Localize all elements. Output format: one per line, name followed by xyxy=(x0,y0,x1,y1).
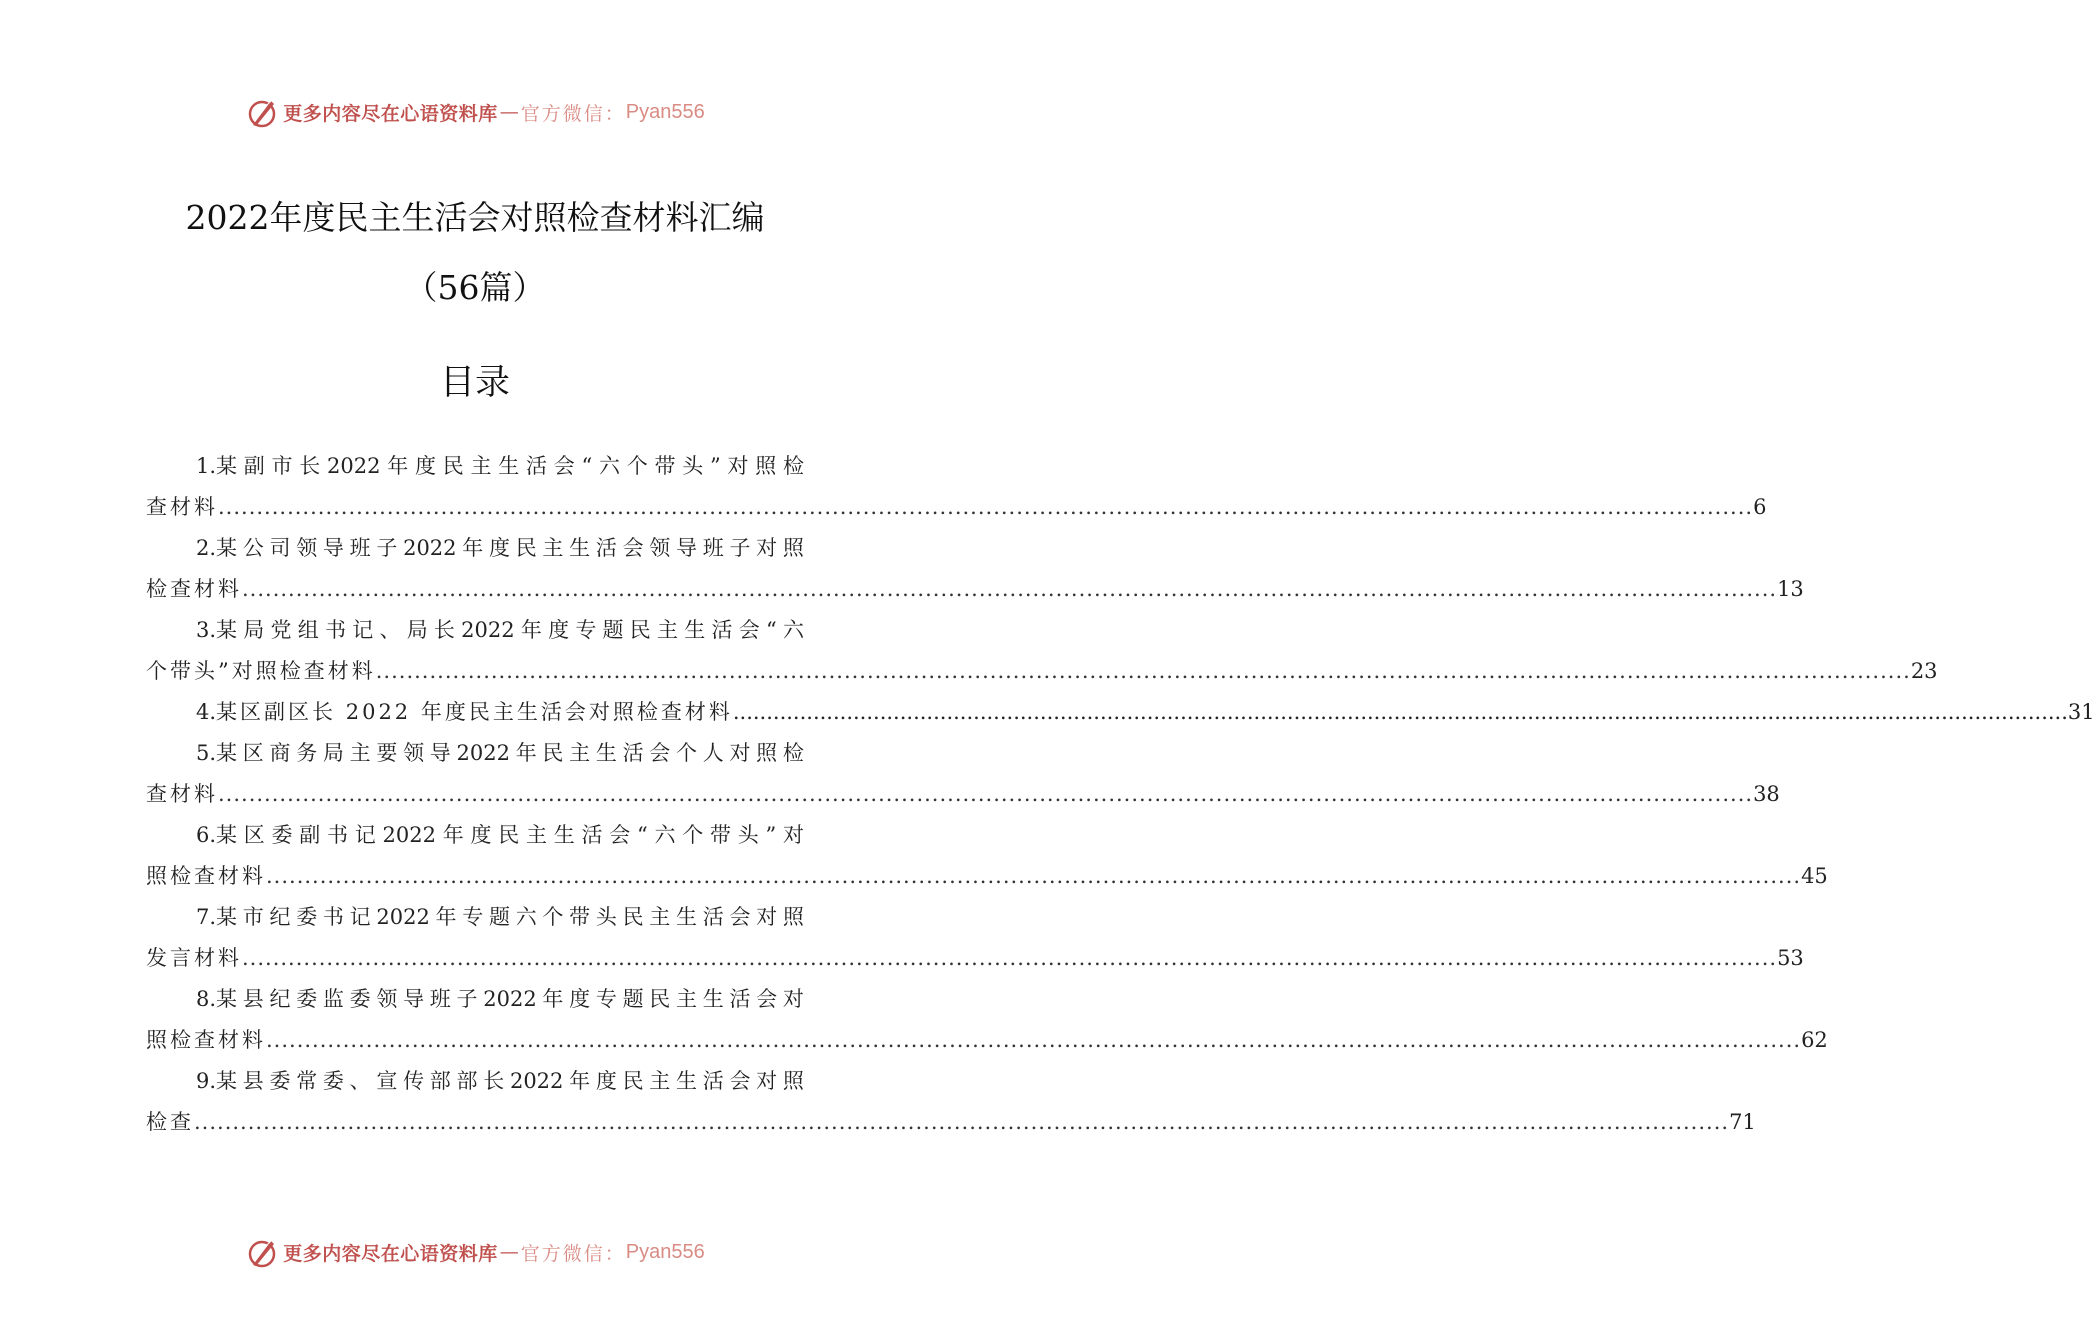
toc-entry-char: 2022 xyxy=(376,905,430,929)
toc-entry-char: 司 xyxy=(269,536,291,560)
toc-dot-leader: ........................................................................................................................................................................................................ xyxy=(375,659,1911,683)
toc-entry-char: 班 xyxy=(429,987,451,1011)
toc-entry-char: 2022 xyxy=(509,1069,564,1093)
toc-entry-char: 纪 xyxy=(269,905,291,929)
toc-entry-char: 主 xyxy=(542,536,564,560)
toc-entry-char: 子 xyxy=(729,536,751,560)
toc-entry-char: 对 xyxy=(729,741,751,765)
toc-entry-char: 副 xyxy=(299,823,321,847)
toc-entry[interactable] xyxy=(146,692,2095,733)
toc-dot-leader: ........................................................................................................................................................................................................ xyxy=(218,782,1754,806)
toc-entry-char: 局 xyxy=(406,618,428,642)
toc-entry-number: 6. xyxy=(196,823,217,847)
toc-entry-char: 活 xyxy=(702,905,724,929)
toc-entry-char: 2022 xyxy=(403,536,457,560)
toc-entry[interactable] xyxy=(146,897,1804,979)
toc-entry[interactable] xyxy=(146,610,1938,692)
toc-entry-char: 年 xyxy=(542,987,564,1011)
toc-entry-char: 个 xyxy=(626,454,648,478)
toc-entry-char: 副 xyxy=(243,454,265,478)
toc-dot-leader: ........................................................................................................................................................................................................ xyxy=(242,577,1778,601)
banner-slogan: 更多内容尽在心语资料库 xyxy=(283,1242,498,1265)
header-banner xyxy=(0,92,950,132)
toc-entry-char: 题 xyxy=(488,905,510,929)
toc-entry-line xyxy=(146,815,804,856)
toc-entry-char: 区 xyxy=(243,823,265,847)
toc-entry-char: 书 xyxy=(324,618,346,642)
toc-entry-char: 专 xyxy=(575,618,597,642)
toc-entry-char: 务 xyxy=(296,741,318,765)
toc-entry-char: 书 xyxy=(322,905,344,929)
toc-entry-char: 领 xyxy=(376,987,398,1011)
toc-entry-char: “ xyxy=(765,618,777,642)
toc-entry-line xyxy=(146,446,804,487)
toc-entry-char: 主 xyxy=(649,905,671,929)
toc-page-number: 6 xyxy=(1753,495,1767,519)
toc-entry-char: 要 xyxy=(376,741,398,765)
toc-entry-char: 会 xyxy=(622,536,644,560)
toc-entry-char: 个 xyxy=(542,905,564,929)
toc-dot-leader: ........................................................................................................................................................................................................ xyxy=(218,495,1754,519)
toc-entry-char: 民 xyxy=(649,987,671,1011)
toc-entry-char: 主 xyxy=(649,1069,671,1093)
toc-dot-leader: ........................................................................................................................................................................................................ xyxy=(266,1028,1802,1052)
toc-entry-char: 对 xyxy=(783,823,804,847)
toc-entry-char: 领 xyxy=(296,536,318,560)
toc-entry-char: 2022 xyxy=(327,454,381,478)
toc-entry-char: 导 xyxy=(429,741,451,765)
toc-entry-char: 商 xyxy=(269,741,291,765)
toc-entry-char: 民 xyxy=(629,618,651,642)
toc-entry-char: 生 xyxy=(498,454,520,478)
toc-entry-char: 民 xyxy=(622,1069,644,1093)
toc-entry-char: 长 xyxy=(299,454,321,478)
toc-entry-char: 部 xyxy=(429,1069,451,1093)
toc-entry-char: 会 xyxy=(649,741,671,765)
toc-entry-word xyxy=(196,979,237,1020)
toc-page-number: 53 xyxy=(1777,946,1804,970)
toc-entry-char: 民 xyxy=(622,905,644,929)
toc-entry-char: 某 xyxy=(216,823,238,847)
toc-entry-line xyxy=(146,733,804,774)
toc-entry-char: 对 xyxy=(727,454,749,478)
toc-entry-char: 生 xyxy=(595,741,617,765)
toc-entry-line xyxy=(146,856,1828,897)
toc-entry-char: 局 xyxy=(322,741,344,765)
toc-entry-char: 部 xyxy=(456,1069,478,1093)
toc-entry-title-tail: 发言材料 xyxy=(146,946,242,970)
toc-entry-line xyxy=(146,692,2095,733)
toc-entry-char: 年 xyxy=(462,536,484,560)
quill-pen-logo-icon xyxy=(245,95,279,129)
toc-dot-leader: ........................................................................................................................................................................................................ xyxy=(732,700,2068,724)
toc-entry-char: 党 xyxy=(270,618,292,642)
toc-entry-char: 领 xyxy=(649,536,671,560)
toc-entry[interactable] xyxy=(146,733,1780,815)
toc-entry-char: 传 xyxy=(403,1069,425,1093)
toc-entry-char: 导 xyxy=(403,987,425,1011)
toc-entry-number: 4. xyxy=(196,700,217,724)
toc-entry-char: 六 xyxy=(654,823,676,847)
toc-entry-title: 某区副区长 2022 年度民主生活会对照检查材料 xyxy=(216,700,733,724)
toc-entry-char: 生 xyxy=(684,618,706,642)
toc-entry-char: 题 xyxy=(602,618,624,642)
toc-entry-char: 专 xyxy=(595,987,617,1011)
toc-entry-char: 活 xyxy=(622,741,644,765)
toc-entry-char: ” xyxy=(710,454,721,478)
toc-entry-title-tail: 照检查材料 xyxy=(146,1028,266,1052)
banner-slogan: 更多内容尽在心语资料库 xyxy=(283,102,498,125)
toc-entry-char: 公 xyxy=(242,536,264,560)
toc-entry-number: 8. xyxy=(196,987,217,1011)
toc-entry[interactable] xyxy=(146,1061,1756,1143)
toc-entry-word xyxy=(196,897,237,938)
toc-entry-char: 民 xyxy=(515,536,537,560)
toc-entry-char: 班 xyxy=(702,536,724,560)
toc-entry-line xyxy=(146,1020,1828,1061)
document-subtitle: （56篇） xyxy=(404,268,546,307)
toc-page-number: 38 xyxy=(1753,782,1780,806)
toc-entry-char: 局 xyxy=(243,618,265,642)
toc-entry-char: 带 xyxy=(710,823,731,847)
toc-entry[interactable] xyxy=(146,815,1828,897)
toc-entry-char: 县 xyxy=(242,1069,264,1093)
toc-entry-char: 记 xyxy=(354,823,376,847)
toc-entry-char: 个 xyxy=(682,823,704,847)
toc-entry-char: 某 xyxy=(216,618,238,642)
toc-entry-char: 活 xyxy=(581,823,603,847)
toc-entry-char: 班 xyxy=(349,536,371,560)
toc-entry-char: 2022 xyxy=(461,618,515,642)
toc-page-number: 23 xyxy=(1910,659,1938,683)
toc-entry-char: 生 xyxy=(569,536,591,560)
toc-entry-title-tail: 查材料 xyxy=(146,782,218,806)
table-of-contents xyxy=(146,446,2095,1143)
toc-entry-char: 度 xyxy=(569,987,591,1011)
footer-banner xyxy=(0,1232,950,1272)
toc-entry-word xyxy=(196,528,237,569)
toc-entry-title-tail: 照检查材料 xyxy=(146,864,266,888)
toc-entry-char: 监 xyxy=(322,987,344,1011)
banner-wechat-id: Pyan556 xyxy=(625,100,705,123)
toc-entry-word xyxy=(196,610,237,651)
toc-entry-char: 会 xyxy=(609,823,631,847)
toc-entry-char: 子 xyxy=(376,536,398,560)
toc-entry-line xyxy=(146,1102,1756,1143)
toc-entry-char: 题 xyxy=(622,987,644,1011)
toc-entry-char: 委 xyxy=(349,987,371,1011)
toc-entry-char: 记 xyxy=(352,618,374,642)
toc-entry-char: 纪 xyxy=(269,987,291,1011)
toc-entry-char: 主 xyxy=(470,454,492,478)
toc-entry-char: 六 xyxy=(599,454,620,478)
toc-entry-char: 民 xyxy=(498,823,520,847)
toc-entry-char: 度 xyxy=(470,823,492,847)
toc-entry-char: 委 xyxy=(271,823,293,847)
toc-entry-char: 某 xyxy=(216,536,238,560)
toc-entry-char: 带 xyxy=(654,454,676,478)
toc-entry-title-tail: 个带头”对照检查材料 xyxy=(146,659,376,683)
toc-entry-char: 活 xyxy=(526,454,547,478)
toc-dot-leader: ........................................................................................................................................................................................................ xyxy=(194,1110,1730,1134)
toc-entry-char: 2022 xyxy=(382,823,436,847)
toc-entry-title-tail: 检查材料 xyxy=(146,577,242,601)
toc-entry-char: 市 xyxy=(242,905,264,929)
toc-entry-char: 照 xyxy=(756,741,778,765)
toc-entry-char: “ xyxy=(637,823,648,847)
toc-entry-char: 常 xyxy=(296,1069,318,1093)
toc-entry-char: 主 xyxy=(526,823,547,847)
toc-entry-number: 3. xyxy=(196,618,217,642)
banner-wechat-label: 官方微信： xyxy=(520,1242,626,1265)
toc-entry-char: 会 xyxy=(756,987,778,1011)
toc-entry-char: 六 xyxy=(782,618,804,642)
toc-entry-char: 年 xyxy=(435,905,457,929)
toc-entry-char: ” xyxy=(765,823,777,847)
toc-entry-char: 头 xyxy=(595,905,617,929)
toc-entry-char: 度 xyxy=(488,536,510,560)
toc-entry-char: 组 xyxy=(297,618,319,642)
toc-entry-char: 书 xyxy=(327,823,349,847)
toc-page-number: 31 xyxy=(2067,700,2095,724)
toc-dot-leader: ........................................................................................................................................................................................................ xyxy=(242,946,1778,970)
toc-entry-char: 头 xyxy=(737,823,759,847)
toc-entry-word xyxy=(196,446,237,487)
toc-entry-number: 1. xyxy=(196,454,217,478)
toc-entry-char: 对 xyxy=(756,905,778,929)
banner-wechat-id: Pyan556 xyxy=(625,1240,705,1263)
toc-entry-line xyxy=(146,1061,804,1102)
toc-entry-char: 主 xyxy=(569,741,591,765)
toc-entry-char: 委 xyxy=(296,987,318,1011)
toc-entry-char: 市 xyxy=(271,454,293,478)
toc-entry-char: 、 xyxy=(349,1069,371,1093)
toc-entry-char: 主 xyxy=(349,741,371,765)
toc-entry-char: 年 xyxy=(387,454,409,478)
toc-entry-word xyxy=(196,733,237,774)
toc-entry-number: 9. xyxy=(196,1069,217,1093)
toc-entry-line xyxy=(146,774,1780,815)
toc-entry-char: 主 xyxy=(657,618,679,642)
quill-pen-logo-icon xyxy=(245,1235,279,1269)
toc-entry-char: 记 xyxy=(349,905,371,929)
toc-entry-title-tail: 查材料 xyxy=(146,495,218,519)
toc-entry-line xyxy=(146,569,1804,610)
toc-entry-char: 某 xyxy=(216,987,238,1011)
toc-entry-char: 委 xyxy=(269,1069,291,1093)
toc-entry-char: 某 xyxy=(216,1069,238,1093)
toc-entry-number: 5. xyxy=(196,741,217,765)
toc-entry-char: 委 xyxy=(322,1069,344,1093)
toc-page-number: 13 xyxy=(1777,577,1804,601)
toc-entry-char: “ xyxy=(581,454,593,478)
toc-entry-char: 活 xyxy=(702,1069,724,1093)
banner-dash: — xyxy=(499,101,519,123)
toc-entry-char: 度 xyxy=(548,618,570,642)
toc-entry-char: 照 xyxy=(782,1069,804,1093)
toc-entry-char: 宣 xyxy=(376,1069,398,1093)
toc-entry-char: 、 xyxy=(379,618,401,642)
toc-entry-char: 会 xyxy=(738,618,760,642)
toc-entry-char: 对 xyxy=(782,987,804,1011)
toc-entry-char: 导 xyxy=(676,536,697,560)
toc-entry-char: 年 xyxy=(515,741,537,765)
toc-entry-line xyxy=(146,610,804,651)
toc-entry-char: 度 xyxy=(415,454,436,478)
toc-entry-char: 活 xyxy=(729,987,751,1011)
toc-entry-char: 年 xyxy=(442,823,464,847)
toc-entry[interactable] xyxy=(146,979,1828,1061)
toc-entry-char: 某 xyxy=(216,905,238,929)
toc-entry-char: 检 xyxy=(783,454,804,478)
toc-entry-number: 2. xyxy=(196,536,217,560)
toc-entry-char: 生 xyxy=(553,823,575,847)
toc-entry-char: 民 xyxy=(542,741,564,765)
toc-entry-char: 委 xyxy=(296,905,318,929)
toc-entry-char: 照 xyxy=(782,905,804,929)
toc-entry-char: 区 xyxy=(242,741,264,765)
toc-dot-leader: ........................................................................................................................................................................................................ xyxy=(266,864,1802,888)
toc-entry-char: 导 xyxy=(322,536,344,560)
toc-entry-char: 领 xyxy=(403,741,425,765)
toc-entry-char: 人 xyxy=(702,741,724,765)
toc-entry-char: 子 xyxy=(456,987,478,1011)
toc-entry-char: 会 xyxy=(729,1069,751,1093)
toc-entry-line xyxy=(146,651,1938,692)
toc-entry-line xyxy=(146,979,804,1020)
toc-entry-char: 民 xyxy=(442,454,464,478)
toc-page-number: 71 xyxy=(1729,1110,1756,1134)
toc-entry-char: 对 xyxy=(756,536,778,560)
toc-entry-title-tail: 检查 xyxy=(146,1110,194,1134)
toc-entry-line xyxy=(146,938,1804,979)
toc-entry-char: 度 xyxy=(595,1069,617,1093)
toc-entry-word xyxy=(196,815,237,856)
toc-entry-char: 活 xyxy=(711,618,733,642)
toc-entry-char: 照 xyxy=(782,536,804,560)
toc-entry[interactable] xyxy=(146,446,1767,528)
document-title: 2022年度民主生活会对照检查材料汇编 xyxy=(185,198,765,237)
toc-entry-char: 检 xyxy=(782,741,804,765)
toc-entry[interactable] xyxy=(146,528,1804,610)
toc-page-number: 45 xyxy=(1801,864,1828,888)
toc-entry-char: 年 xyxy=(569,1069,591,1093)
toc-entry-char: 年 xyxy=(520,618,542,642)
toc-entry-char: 个 xyxy=(676,741,697,765)
toc-entry-char: 头 xyxy=(682,454,704,478)
toc-entry-number: 7. xyxy=(196,905,217,929)
toc-entry-char: 会 xyxy=(729,905,751,929)
toc-entry-char: 生 xyxy=(676,905,697,929)
toc-entry-char: 六 xyxy=(515,905,537,929)
toc-entry-char: 某 xyxy=(216,454,238,478)
toc-entry-char: 生 xyxy=(702,987,724,1011)
banner-wechat-label: 官方微信： xyxy=(520,102,626,125)
toc-entry-word xyxy=(196,1061,237,1102)
toc-entry-char: 某 xyxy=(216,741,238,765)
banner-dash: — xyxy=(499,1241,519,1263)
toc-entry-char: 长 xyxy=(433,618,455,642)
toc-entry-char: 带 xyxy=(569,905,591,929)
toc-entry-line xyxy=(146,528,804,569)
toc-entry-char: 活 xyxy=(595,536,617,560)
toc-heading: 目录 xyxy=(439,363,510,403)
toc-entry-char: 主 xyxy=(676,987,697,1011)
toc-entry-char: 2022 xyxy=(456,741,510,765)
toc-entry-char: 对 xyxy=(756,1069,778,1093)
toc-entry-char: 会 xyxy=(553,454,575,478)
toc-entry-char: 专 xyxy=(462,905,484,929)
toc-page-number: 62 xyxy=(1801,1028,1828,1052)
toc-entry-char: 生 xyxy=(676,1069,697,1093)
toc-entry-char: 县 xyxy=(242,987,264,1011)
toc-entry-line xyxy=(146,487,1767,528)
toc-entry-char: 长 xyxy=(483,1069,505,1093)
toc-entry-line xyxy=(146,897,804,938)
toc-entry-char: 2022 xyxy=(483,987,537,1011)
toc-entry-char: 照 xyxy=(755,454,777,478)
